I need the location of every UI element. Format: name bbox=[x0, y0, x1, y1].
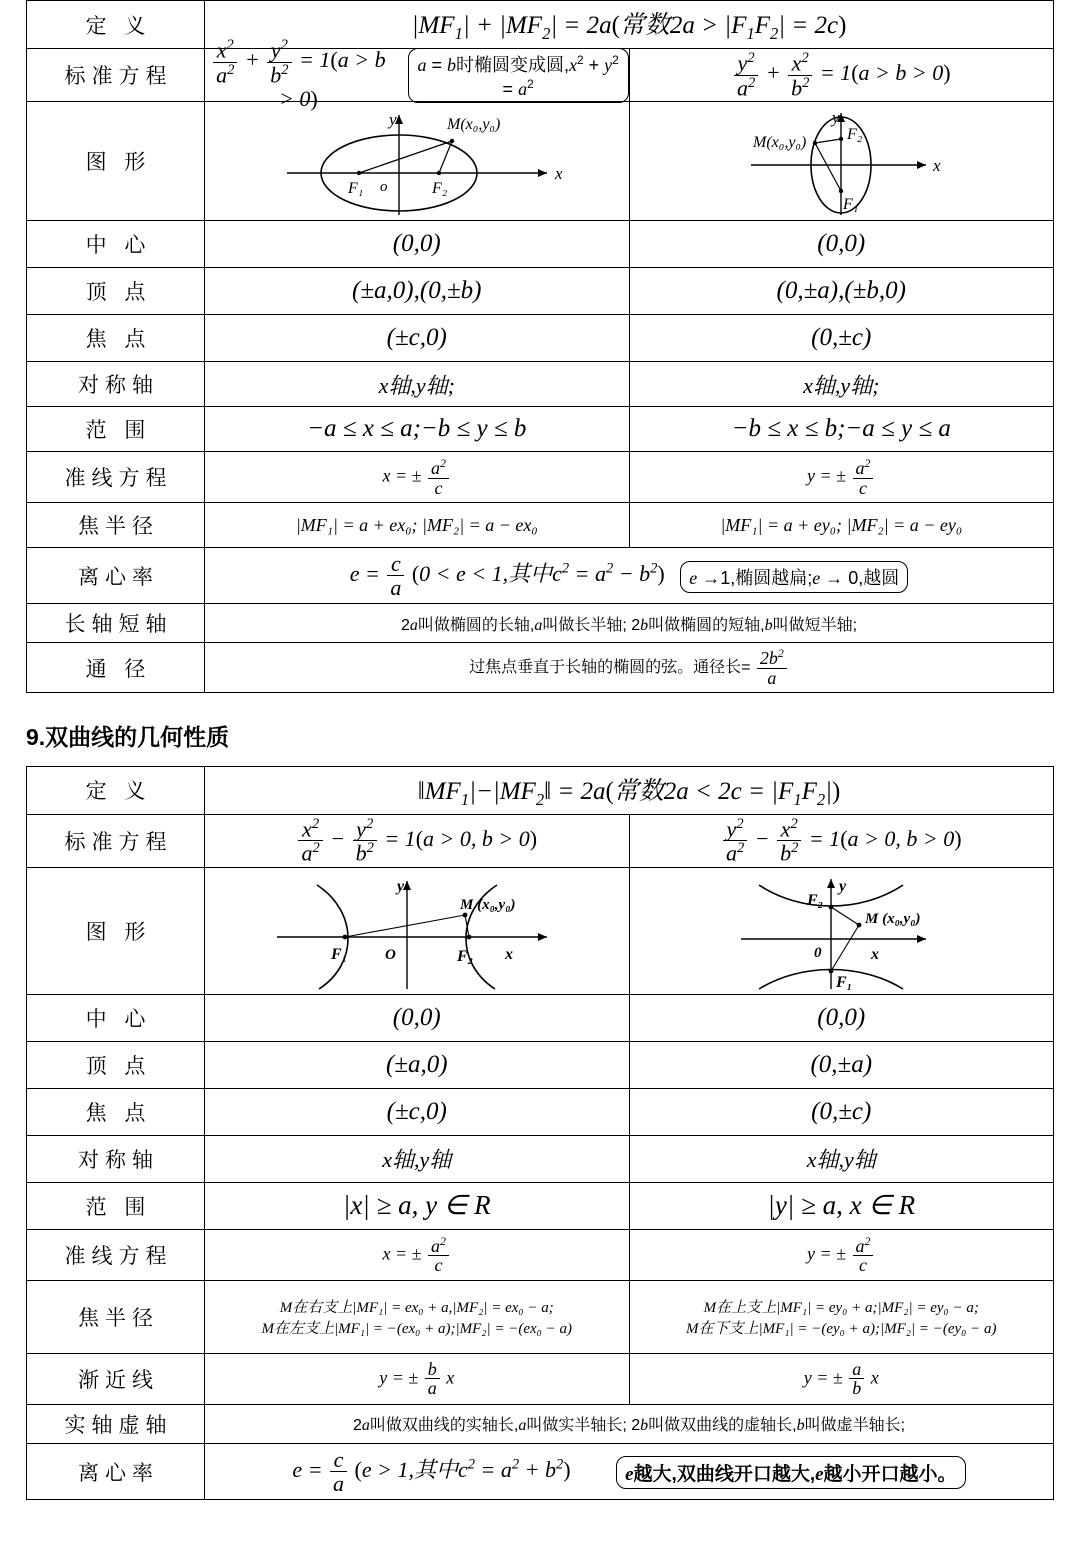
table-row bbox=[27, 1353, 1054, 1404]
svg-text:F₂: F₂ bbox=[847, 126, 863, 143]
row-label-standard-equation: 标准方程 bbox=[27, 49, 205, 102]
row-label-focus: 焦 点 bbox=[27, 315, 205, 362]
hyperbola-focal-right bbox=[630, 1281, 1054, 1353]
row-label-center: 中 心 bbox=[27, 221, 205, 268]
ellipse-center-right: (0,0) bbox=[817, 230, 866, 257]
hrow-content-vertex bbox=[205, 1041, 1054, 1088]
hrow-content-eccentricity bbox=[205, 1443, 1054, 1499]
ellipse-figure-vertical bbox=[630, 102, 1054, 220]
hyperbola-sym-right: x轴,y轴 bbox=[806, 1147, 876, 1173]
hyperbola-range-right: |y| ≥ a, x ∈ R bbox=[767, 1190, 916, 1221]
hyperbola-focal-left-line1: M在右支上|MF₁| = ex₀ + a,|MF₂| = ex₀ − a; bbox=[279, 1299, 554, 1316]
hrow-content-center bbox=[205, 994, 1054, 1041]
row-content-range bbox=[205, 407, 1054, 452]
ellipse-focal-right: |MF₁| = a + ey₀; |MF₂| = a − ey₀ bbox=[720, 514, 963, 535]
svg-text:y: y bbox=[839, 877, 847, 895]
hrow-content-directrix bbox=[205, 1229, 1054, 1280]
svg-text:F₁: F₁ bbox=[843, 196, 859, 213]
hyperbola-eccentricity-formula: e = $\frac{c}{a}$ (e > 1,其中$c^2 = a^2 + b^2$) bbox=[292, 1446, 571, 1497]
row-content-focus bbox=[205, 315, 1054, 362]
ellipse-range-left: −a ≤ x ≤ a;−b ≤ y ≤ b bbox=[307, 415, 527, 442]
svg-text:O: O bbox=[384, 946, 396, 963]
hyperbola-center-left: (0,0) bbox=[392, 1003, 441, 1031]
row-label-vertex: 顶 点 bbox=[27, 268, 205, 315]
table-row bbox=[27, 867, 1054, 994]
hrow-label-center: 中 心 bbox=[27, 994, 205, 1041]
svg-text:F₁: F₁ bbox=[347, 180, 364, 197]
ellipse-figure-horizontal bbox=[205, 102, 630, 220]
table-row bbox=[27, 1280, 1054, 1353]
ellipse-directrix-left: x = ± $\frac{a^2}{c}$ bbox=[205, 452, 630, 502]
row-content-standard-equation bbox=[205, 37, 1054, 111]
hyperbola-directrix-left: x = ± $\frac{a^2}{c}$ bbox=[205, 1230, 630, 1280]
ellipse-focus-left: (±c,0) bbox=[386, 324, 447, 351]
row-content-directrix bbox=[205, 452, 1054, 503]
row-content-center bbox=[205, 221, 1054, 268]
row-content-axis-symmetry bbox=[205, 362, 1054, 407]
svg-text:0: 0 bbox=[814, 944, 822, 961]
table-row bbox=[27, 268, 1054, 315]
svg-text:M (x₀,y₀): M (x₀,y₀) bbox=[865, 910, 921, 927]
svg-text:M(x₀,y₀): M(x₀,y₀) bbox=[753, 134, 807, 151]
svg-text:F₁: F₁ bbox=[330, 945, 347, 963]
hrow-label-directrix: 准线方程 bbox=[27, 1229, 205, 1280]
hyperbola-sym-left: x轴,y轴 bbox=[382, 1147, 452, 1173]
hyperbola-asymptote-left: y = ± $\frac{b}{a}$ x bbox=[205, 1354, 630, 1404]
hrow-content-definition: $‖MF_1|-|MF_2‖ = 2a$(常数$2a < 2c = |F_1F_2|$) bbox=[205, 766, 1054, 814]
table-row bbox=[27, 1443, 1054, 1499]
hrow-label-vertex: 顶 点 bbox=[27, 1041, 205, 1088]
table-row bbox=[27, 604, 1054, 643]
hyperbola-vertex-left: (±a,0) bbox=[385, 1050, 448, 1078]
svg-text:M (x₀,y₀): M (x₀,y₀) bbox=[459, 896, 516, 913]
table-row bbox=[27, 1182, 1054, 1229]
hyperbola-focus-left: (±c,0) bbox=[386, 1097, 447, 1125]
table-row bbox=[27, 503, 1054, 548]
svg-text:x: x bbox=[554, 164, 563, 183]
hyperbola-focal-right-line2: M在下支上|MF₁| = −(ey₀ + a);|MF₂| = −(ey₀ − a) bbox=[685, 1320, 997, 1337]
row-content-figure bbox=[205, 102, 1054, 221]
hyperbola-focal-left bbox=[205, 1281, 630, 1353]
hrow-content-standard-equation bbox=[205, 814, 1054, 867]
row-label-directrix: 准线方程 bbox=[27, 452, 205, 503]
ellipse-focal-left: |MF₁| = a + ex₀; |MF₂| = a − ex₀ bbox=[295, 514, 538, 535]
ellipse-center-left: (0,0) bbox=[392, 230, 441, 257]
hyperbola-eccentricity-note: e越大,双曲线开口越大,e越小开口越小。 bbox=[616, 1456, 965, 1489]
hyperbola-focus-right: (0,±c) bbox=[811, 1097, 872, 1125]
ellipse-eccentricity-formula: e = $\frac{c}{a}$ (0 < e < 1,其中$c^2 = a^2 - b^2$) bbox=[349, 551, 665, 601]
hrow-content-real-imag-axis: 2a叫做双曲线的实轴长,a叫做实半轴长; 2b叫做双曲线的虚轴长,b叫做虚半轴长; bbox=[205, 1404, 1054, 1443]
hyperbola-horizontal-diagram bbox=[247, 869, 587, 993]
hrow-content-range bbox=[205, 1182, 1054, 1229]
ellipse-range-right: −b ≤ x ≤ b;−a ≤ y ≤ a bbox=[731, 415, 951, 442]
table-row bbox=[27, 1, 1054, 49]
table-row bbox=[27, 1135, 1054, 1182]
svg-text:F₂: F₂ bbox=[431, 180, 448, 197]
ellipse-horizontal-diagram bbox=[247, 103, 587, 219]
hyperbola-asymptote-right: y = ± $\frac{a}{b}$ x bbox=[803, 1358, 879, 1399]
hyperbola-center-right: (0,0) bbox=[817, 1003, 866, 1031]
row-label-latus-rectum: 通 径 bbox=[27, 643, 205, 693]
hrow-content-asymptote bbox=[205, 1353, 1054, 1404]
ellipse-vertex-left: (±a,0),(0,±b) bbox=[352, 277, 482, 304]
ellipse-eq-vertical: $\frac{y^2}{a^2}$ + $\frac{x^2}{b^2}$ = 1(a > b > 0) bbox=[630, 49, 1054, 101]
svg-text:x: x bbox=[504, 945, 513, 963]
ellipse-focus-right: (0,±c) bbox=[811, 324, 872, 351]
ellipse-circle-note: a = b时椭圆变成圆$,x^2 + y^2 = a^2$ bbox=[408, 48, 629, 103]
table-row bbox=[27, 102, 1054, 221]
hrow-label-asymptote: 渐近线 bbox=[27, 1353, 205, 1404]
hyperbola-directrix-right: y = ± $\frac{a^2}{c}$ bbox=[630, 1230, 1054, 1280]
hrow-content-figure bbox=[205, 867, 1054, 994]
ellipse-eccentricity-note: e →1,椭圆越扁;e → 0,越圆 bbox=[680, 561, 908, 593]
table-row bbox=[27, 766, 1054, 814]
hrow-label-standard-equation: 标准方程 bbox=[27, 814, 205, 867]
table-row bbox=[27, 643, 1054, 693]
hyperbola-eq-vertical: $\frac{y^2}{a^2}$ − $\frac{x^2}{b^2}$ = 1(a > 0, b > 0) bbox=[630, 815, 1054, 867]
hyperbola-vertical-diagram bbox=[681, 869, 1001, 993]
svg-text:F₁: F₁ bbox=[836, 973, 853, 991]
row-content-latus-rectum: 过焦点垂直于长轴的椭圆的弦。通径长= $\frac{2b^2}{a}$ bbox=[205, 643, 1054, 693]
page-title: 9.双曲线的几何性质 bbox=[26, 723, 230, 750]
row-content-definition: $|MF_1| + |MF_2| = 2a$(常数$2a > |F_1F_2| = 2c$) bbox=[205, 1, 1054, 49]
row-label-focal-radius: 焦半径 bbox=[27, 503, 205, 548]
hyperbola-focal-left-line2: M在左支上|MF₁| = −(ex₀ + a);|MF₂| = −(ex₀ − a) bbox=[261, 1320, 572, 1337]
row-content-eccentricity bbox=[205, 548, 1054, 604]
ellipse-sym-right: x轴,y轴; bbox=[803, 372, 880, 398]
table-row bbox=[27, 315, 1054, 362]
table-row bbox=[27, 814, 1054, 867]
hyperbola-properties-table bbox=[26, 766, 1054, 1500]
svg-text:x: x bbox=[871, 945, 880, 963]
table-row bbox=[27, 994, 1054, 1041]
row-content-focal-radius bbox=[205, 503, 1054, 548]
ellipse-vertical-diagram bbox=[691, 103, 991, 219]
hrow-content-focal-radius bbox=[205, 1280, 1054, 1353]
hrow-label-figure: 图 形 bbox=[27, 867, 205, 994]
row-label-axis-symmetry: 对称轴 bbox=[27, 362, 205, 407]
table-row bbox=[27, 1229, 1054, 1280]
hyperbola-focal-right-line1: M在上支上|MF₁| = ey₀ + a;|MF₂| = ey₀ − a; bbox=[703, 1299, 979, 1316]
hyperbola-range-left: |x| ≥ a, y ∈ R bbox=[342, 1190, 491, 1221]
svg-text:o: o bbox=[379, 179, 388, 195]
table-row bbox=[27, 1404, 1054, 1443]
svg-text:y: y bbox=[832, 108, 840, 127]
hrow-label-definition: 定 义 bbox=[27, 766, 205, 814]
svg-text:y: y bbox=[388, 110, 397, 129]
row-label-figure: 图 形 bbox=[27, 102, 205, 221]
ellipse-vertex-right: (0,±a),(±b,0) bbox=[776, 277, 906, 304]
svg-text:M(x₀,y₀): M(x₀,y₀) bbox=[446, 116, 501, 133]
hrow-label-axis-symmetry: 对称轴 bbox=[27, 1135, 205, 1182]
row-label-range: 范 围 bbox=[27, 407, 205, 452]
ellipse-sym-left: x轴,y轴; bbox=[378, 372, 455, 398]
ellipse-directrix-right: y = ± $\frac{a^2}{c}$ bbox=[630, 452, 1054, 502]
hyperbola-figure-vertical bbox=[630, 868, 1054, 994]
row-label-eccentricity: 离心率 bbox=[27, 548, 205, 604]
table-row bbox=[27, 1088, 1054, 1135]
svg-text:F₂: F₂ bbox=[807, 891, 824, 909]
hrow-label-focal-radius: 焦半径 bbox=[27, 1280, 205, 1353]
table-row bbox=[27, 49, 1054, 102]
table-row bbox=[27, 221, 1054, 268]
hyperbola-figure-horizontal bbox=[205, 868, 630, 994]
row-content-vertex bbox=[205, 268, 1054, 315]
table-row bbox=[27, 1041, 1054, 1088]
svg-text:F₂: F₂ bbox=[456, 947, 473, 965]
table-row bbox=[27, 407, 1054, 452]
hrow-label-eccentricity: 离心率 bbox=[27, 1443, 205, 1499]
table-row bbox=[27, 362, 1054, 407]
hrow-content-axis-symmetry bbox=[205, 1135, 1054, 1182]
svg-text:y: y bbox=[396, 877, 404, 895]
hyperbola-vertex-right: (0,±a) bbox=[810, 1050, 873, 1078]
ellipse-properties-table bbox=[26, 0, 1054, 693]
table-row bbox=[27, 452, 1054, 503]
table-row bbox=[27, 548, 1054, 604]
hyperbola-eq-horizontal: $\frac{x^2}{a^2}$ − $\frac{y^2}{b^2}$ = 1(a > 0, b > 0) bbox=[205, 815, 630, 867]
row-label-major-minor-axis: 长轴短轴 bbox=[27, 604, 205, 643]
row-content-major-minor-axis: 2a叫做椭圆的长轴,a叫做长半轴; 2b叫做椭圆的短轴,b叫做短半轴; bbox=[205, 604, 1054, 643]
hrow-label-focus: 焦 点 bbox=[27, 1088, 205, 1135]
row-label-definition: 定 义 bbox=[27, 1, 205, 49]
hrow-label-range: 范 围 bbox=[27, 1182, 205, 1229]
ellipse-eq-horizontal: $\frac{x^2}{a^2}$ + $\frac{y^2}{b^2}$ = 1(a > b > 0) a = b时椭圆变成圆$,x^2 + y^2 = a^2$ bbox=[205, 49, 630, 101]
hrow-label-real-imag-axis: 实轴虚轴 bbox=[27, 1404, 205, 1443]
hrow-content-focus bbox=[205, 1088, 1054, 1135]
svg-text:x: x bbox=[933, 156, 941, 175]
